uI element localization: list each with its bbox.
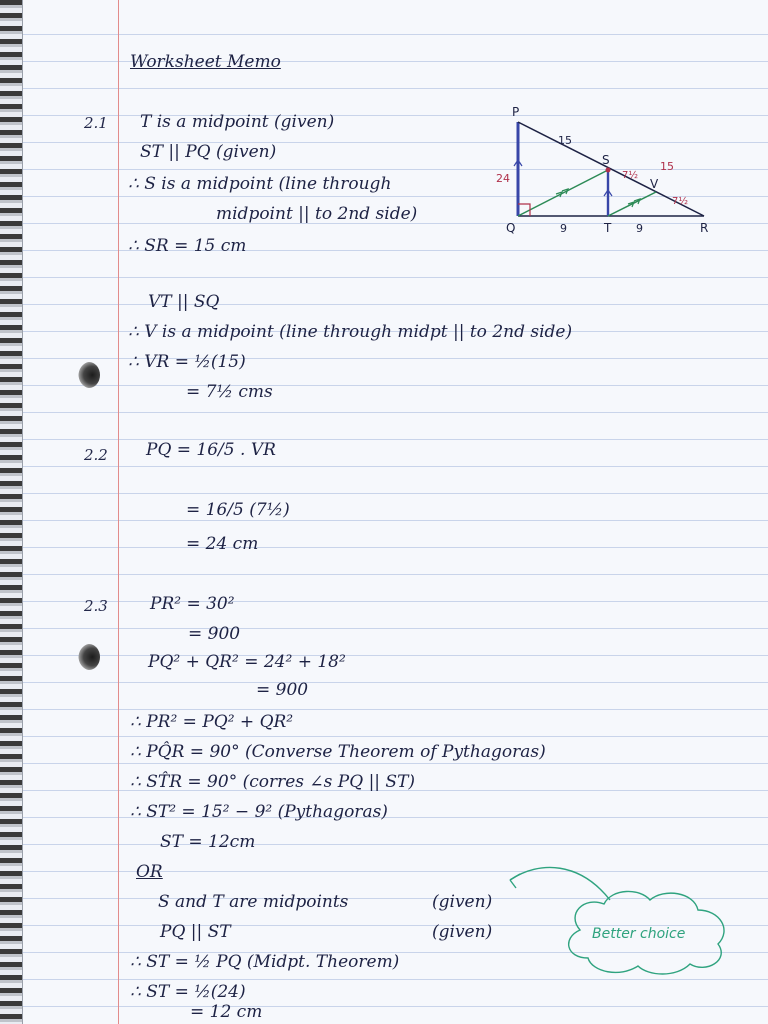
length-label-sr: 15 [660,160,674,173]
question-number: 2.3 [84,597,108,615]
point-label-r: R [700,221,709,235]
solution-line: = 16/5 (7½) [186,500,290,520]
point-label-t: T [604,221,612,235]
solution-line: ∴ ST̂R = 90° (corres ∠s PQ || ST) [130,772,416,792]
length-label-pq: 24 [496,172,510,185]
solution-line: = 900 [188,624,241,644]
solution-line: VT || SQ [148,292,220,312]
note-text: Better choice [592,926,686,942]
note-arrow [510,867,610,900]
solution-line: PQ = 16/5 . VR [146,440,276,460]
solution-line: ST || PQ (given) [140,142,277,162]
question-number: 2.1 [84,114,108,132]
solution-line: PR² = 30² [150,594,235,614]
solution-line: T is a midpoint (given) [140,112,335,132]
solution-line: ∴ VR = ½(15) [128,352,246,372]
segment-qs [518,170,608,216]
page-title: Worksheet Memo [130,52,281,72]
length-label-qt: 9 [560,222,567,235]
solution-line: ∴ SR = 15 cm [128,236,247,256]
point-label-v: V [650,177,659,191]
length-label-ps: 15 [558,134,572,147]
solution-line: ST = 12cm [160,832,256,852]
reason-text: (given) [432,892,493,912]
segment-tv [608,192,656,216]
punch-hole [78,644,100,670]
solution-line: PQ || ST [160,922,231,942]
margin-line [118,0,119,1024]
question-number: 2.2 [84,446,108,464]
solution-line: ∴ PQ̂R = 90° (Converse Theorem of Pythagoras) [130,742,546,762]
solution-line: = 7½ cms [186,382,273,402]
solution-line: PQ² + QR² = 24² + 18² [148,652,346,672]
point-s-dot [606,168,611,173]
triangle-diagram [490,100,730,240]
solution-line: = 900 [256,680,309,700]
solution-line: ∴ S is a midpoint (line through [128,174,392,194]
point-label-q: Q [506,221,516,235]
solution-line: ∴ PR² = PQ² + QR² [130,712,294,732]
solution-line: midpoint || to 2nd side) [216,204,418,224]
solution-line: ∴ ST = ½ PQ (Midpt. Theorem) [130,952,400,972]
solution-line: ∴ ST² = 15² − 9² (Pythagoras) [130,802,388,822]
solution-line: ∴ V is a midpoint (line through midpt || to 2nd side) [128,322,573,342]
point-label-p: P [512,105,520,119]
or-label: OR [136,862,163,882]
length-label-tr: 9 [636,222,643,235]
point-label-s: S [602,153,610,167]
spiral-binding [0,0,23,1024]
solution-line: S and T are midpoints [158,892,349,912]
punch-hole [78,362,100,388]
solution-line: = 24 cm [186,534,259,554]
length-label-sv: 7½ [622,170,639,181]
note-cloud [500,860,740,980]
solution-line: = 12 cm [190,1002,263,1022]
solution-line: ∴ ST = ½(24) [130,982,246,1002]
length-label-vr: 7½ [672,196,689,207]
reason-text: (given) [432,922,493,942]
